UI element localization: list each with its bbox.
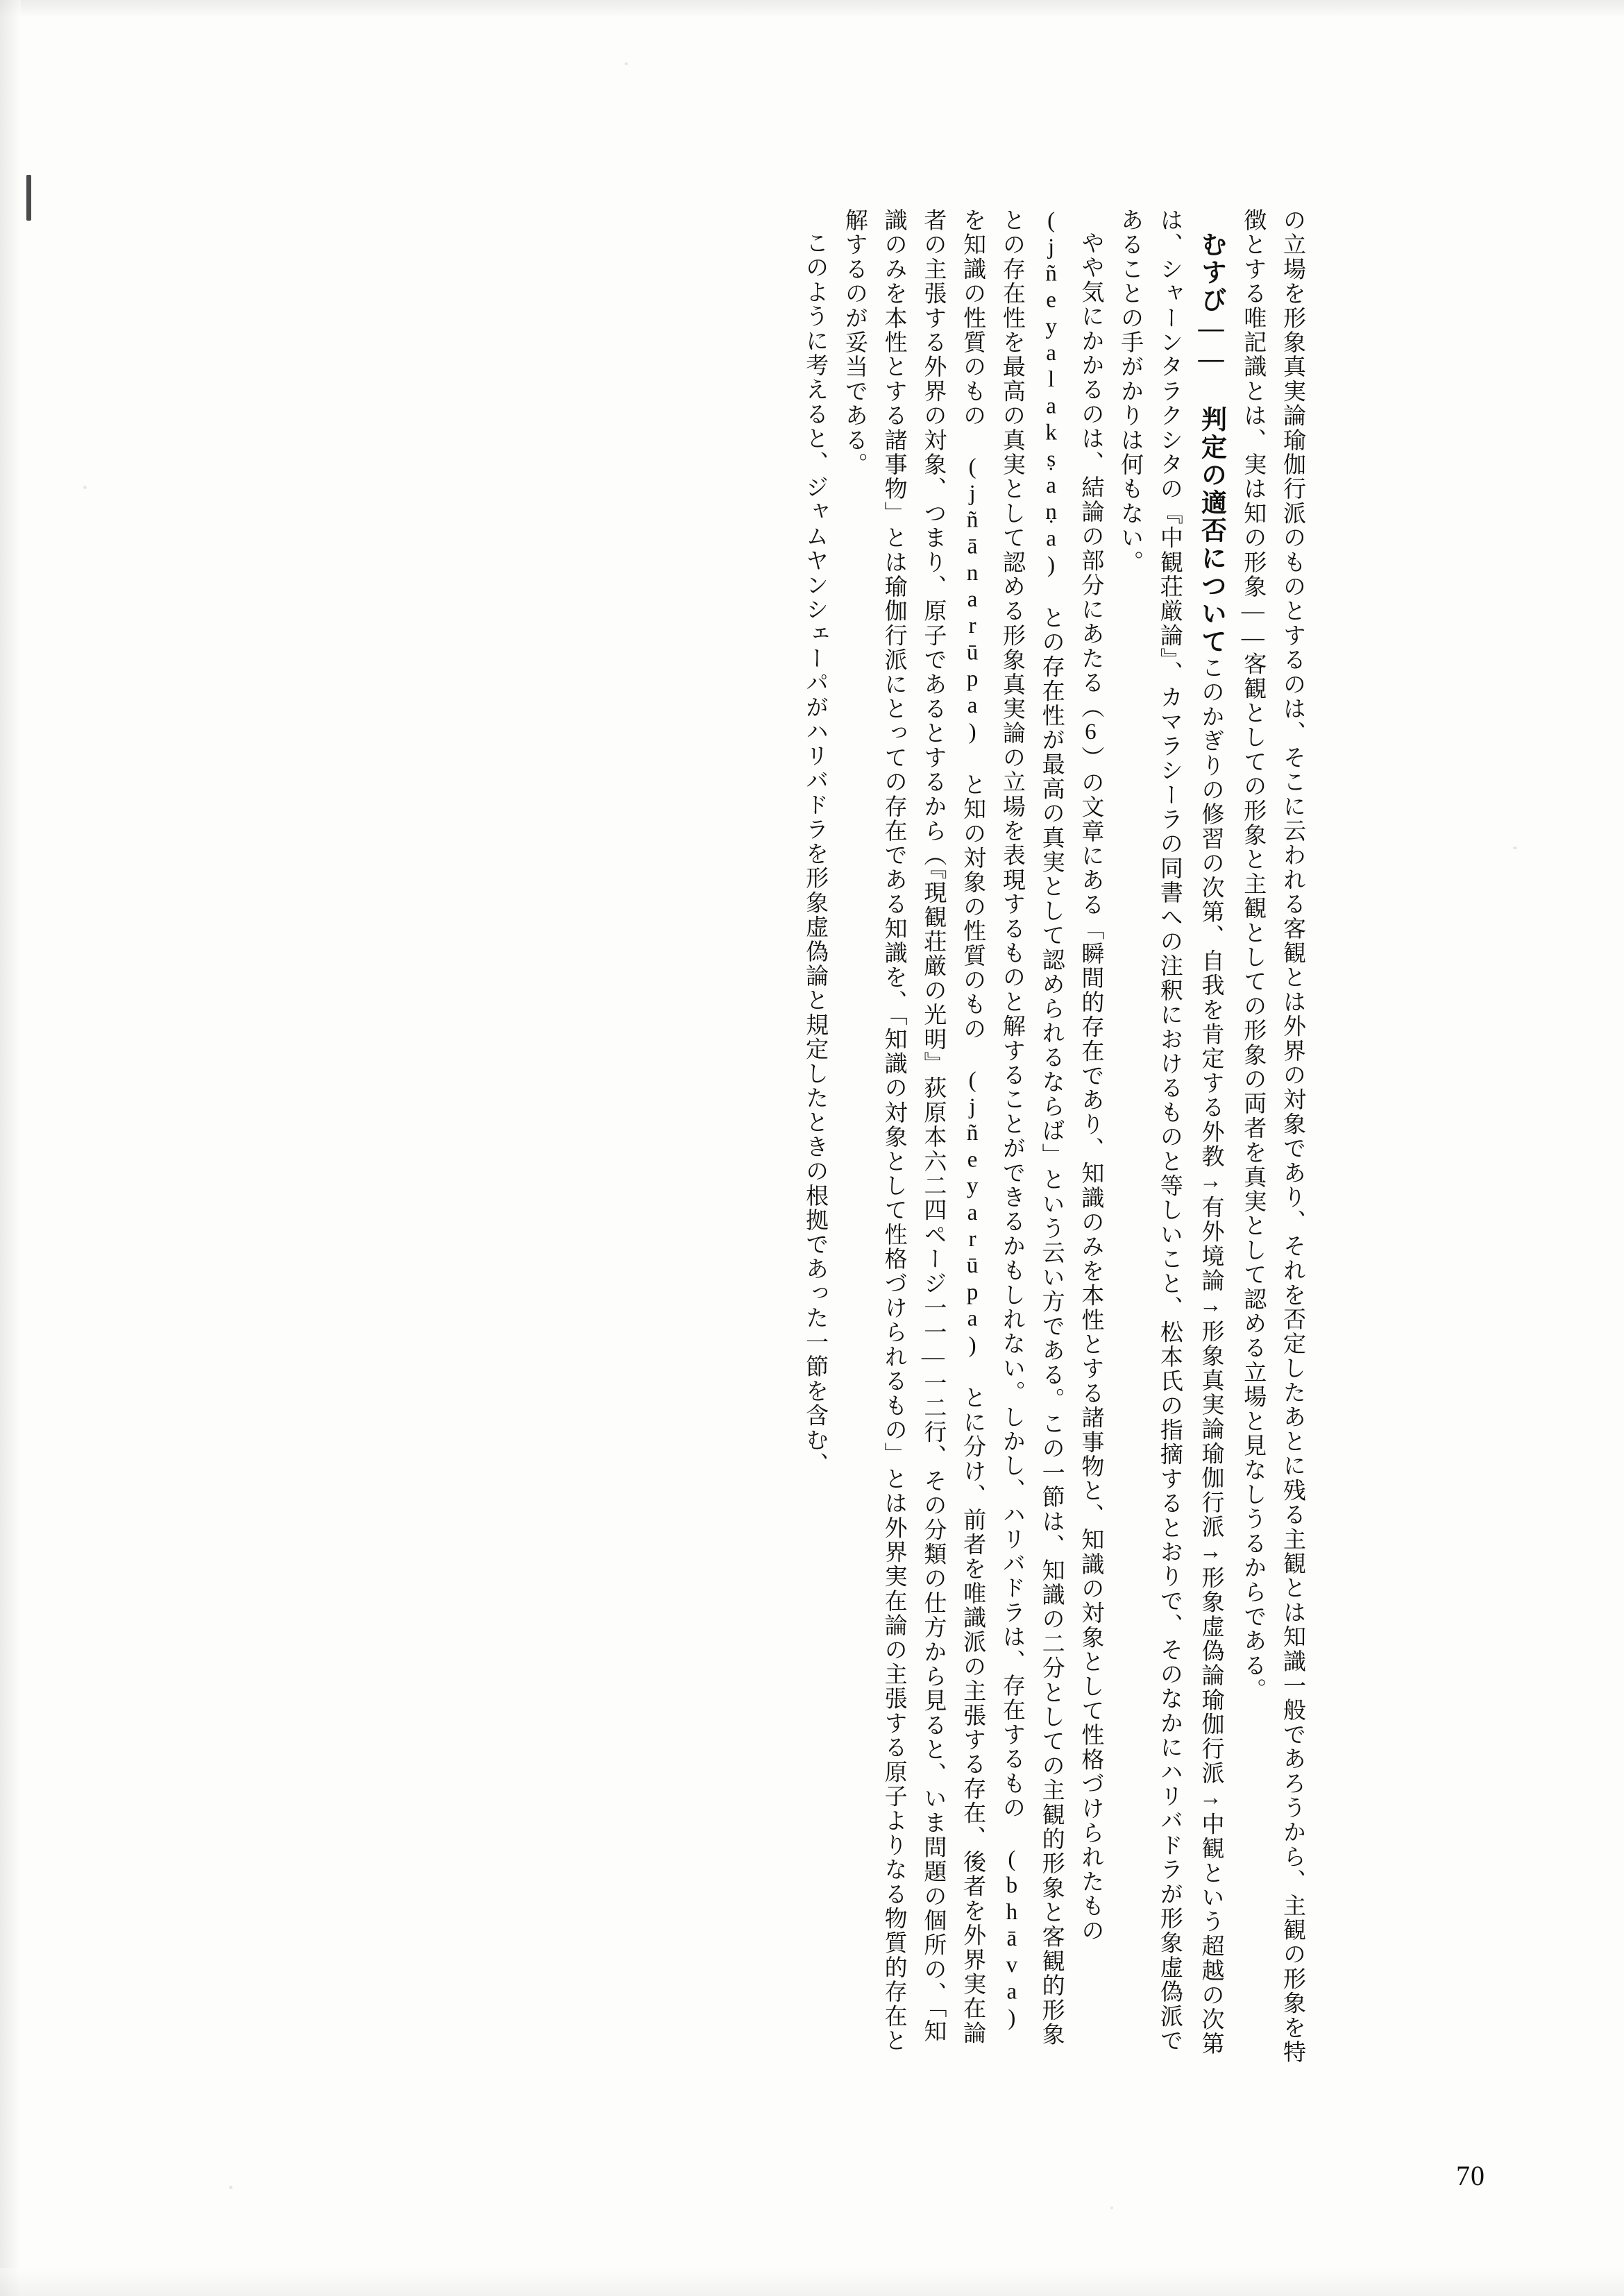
page-body-text [174, 208, 1312, 2068]
scan-edge-shadow-bottom [0, 2268, 1624, 2296]
scan-edge-shadow-top [0, 0, 1624, 18]
paragraph-2-text: このかぎりの修習の次第、自我を肯定する外教→有外境論→形象真実論瑜伽行派→形象虚偽論瑜伽行派→中観という超越の次第は、シャーンタラクシタの『中観荘厳論』、カマラシーラの同書への注釈におけるものと等しいこと、松本氏の指摘するとおりで、そのなかにハリバドラが形象虚偽派であることの手がかりは何もない。 [1117, 208, 1224, 2057]
scan-speckle [1110, 2206, 1113, 2209]
paragraph-4: このように考えると、ジャムヤンシェーパがハリバドラを形象虚偽論と規定したときの根拠であった一節を含む、 [802, 231, 828, 1477]
scan-artifact-mark [26, 175, 31, 221]
scan-speckle [1513, 847, 1517, 849]
scan-speckle [229, 2186, 232, 2189]
scan-edge-shadow-left [0, 0, 21, 2296]
paragraph-2 [1110, 208, 1233, 2068]
page-number: 70 [1456, 2160, 1485, 2191]
scan-speckle [83, 486, 87, 489]
paragraph-3: やや気にかかるのは、結論の部分にあたる（6）の文章にある「瞬間的存在であり、知識のみを本性とする諸事物と、知識の対象として性格づけられたもの (jñeyalakṣaṇa) との存在性が最高の真実として認められるならば」という云い方である。この一節は、知識の二分としての主観的形象と客観的形象との存在性を最高の真実として認める形象真実論の立場を表現するものと解することができるかもしれない。しかし、ハリバドラは、存在するもの (bhāva) を知識の性質のもの (jñānarūpa) と知の対象の性質のもの (jñeyarūpa) とに分け、前者を唯識派の主張する存在、後者を外界実在論者の主張する外界の対象、つまり、原子であるとするから（『現観荘厳の光明』荻原本六二四ページ一一—一二行、その分類の仕方から見ると、いま問題の個所の、「知識のみを本性とする諸事物」とは瑜伽行派にとっての存在である知識を、「知識の対象として性格づけられるもの」とは外界実在論の主張する原子よりなる物質的存在と解するのが妥当である。 [841, 208, 1103, 2053]
section-heading: むすび—— 判定の適否について [1196, 231, 1226, 656]
paragraph-1: の立場を形象真実論瑜伽行派のものとするのは、そこに云われる客観とは外界の対象であり、それを否定したあとに残る主観とは知識一般であろうから、主観の形象を特徴とする唯記識とは、実は知の形象——客観としての形象と主観としての形象の両者を真実として認める立場と見なしうるからである。 [1240, 208, 1305, 2065]
scan-speckle [625, 62, 628, 65]
